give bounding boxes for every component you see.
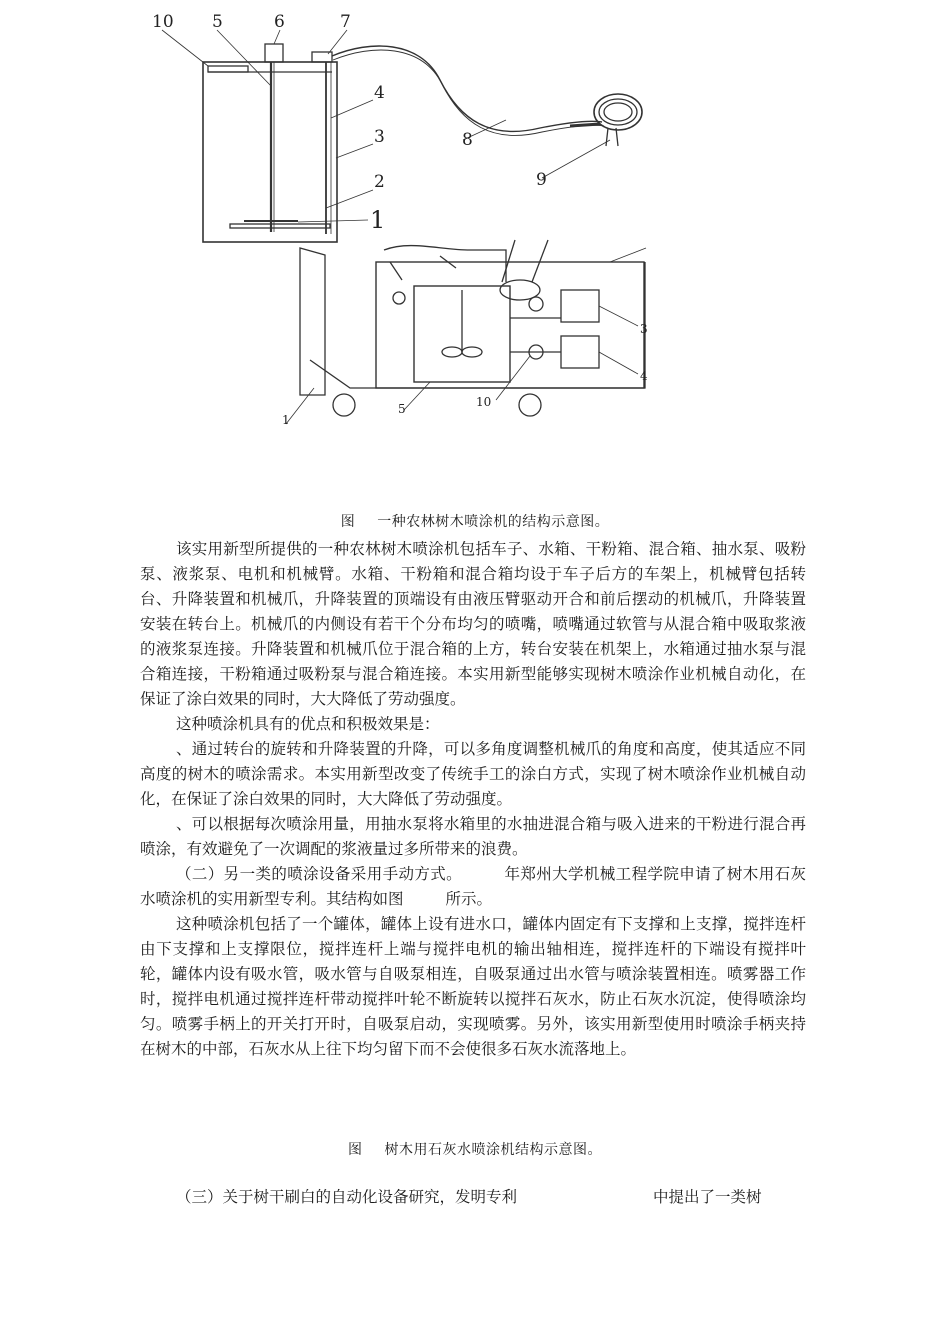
figure1-caption-text: 一种农林树木喷涂机的结构示意图。 — [377, 514, 610, 530]
figure-sprayer-diagrams — [140, 0, 700, 440]
tank-label: 9 — [536, 170, 547, 190]
tank-label: 10 — [152, 12, 174, 32]
tank-label: 5 — [212, 12, 223, 32]
tank-label: 8 — [462, 130, 473, 150]
tank-label: 1 — [370, 206, 386, 234]
cart-labels — [282, 322, 648, 427]
cart-label: 5 — [398, 402, 406, 416]
paragraph-segment: 所示。 — [445, 890, 493, 908]
paragraph: 这种喷涂机具有的优点和积极效果是： — [176, 715, 440, 733]
figure1-caption — [0, 511, 950, 531]
cart-label: 4 — [640, 369, 648, 383]
paragraph — [140, 1185, 806, 1210]
paragraph: 、可以根据每次喷涂用量，用抽水泵将水箱里的水抽进混合箱与吸入进来的干粉进行混合再喷涂，有效避免了一次调配的浆液量过多所带来的浪费。 — [140, 815, 806, 858]
tank-label: 2 — [374, 172, 385, 192]
figure2-caption — [0, 1139, 950, 1159]
tank-labels — [152, 12, 547, 234]
figure2-caption-prefix: 图 — [348, 1142, 363, 1158]
paragraph: 该实用新型所提供的一种农林树木喷涂机包括车子、水箱、干粉箱、混合箱、抽水泵、吸粉泵、液浆泵、电机和机械臂。水箱、干粉箱和混合箱均设于车子后方的车架上，机械臂包括转台、升降装置和机械爪，升降装置的顶端设有由液压臂驱动开合和前后摆动的机械爪，升降装置安装在转台上。机械爪的内侧设有若干个分布均匀的喷嘴，喷嘴通过软管与从混合箱中吸取浆液的液浆泵连接。升降装置和机械爪位于混合箱的上方，转台安装在机架上，水箱通过抽水泵与混合箱连接，干粉箱通过吸粉泵与混合箱连接。本实用新型能够实现树木喷涂作业机械自动化，在保证了涂白效果的同时，大大降低了劳动强度。 — [140, 540, 806, 708]
body-text-main — [140, 537, 806, 1062]
paragraph-segment: （三）关于树干刷白的自动化设备研究，发明专利 — [176, 1188, 518, 1206]
body-text-tail — [140, 1185, 806, 1210]
cart-label: 1 — [282, 413, 290, 427]
cart-label: 10 — [476, 395, 492, 409]
cart-label: 3 — [640, 322, 648, 336]
paragraph-segment: （二）另一类的喷涂设备采用手动方式。 — [176, 865, 463, 883]
tank-label: 3 — [374, 127, 385, 147]
paragraph: 这种喷涂机包括了一个罐体，罐体上设有进水口，罐体内固定有下支撑和上支撑，搅拌连杆由下支撑和上支撑限位，搅拌连杆上端与搅拌电机的输出轴相连，搅拌连杆的下端设有搅拌叶轮，罐体内设有吸水管，吸水管与自吸泵相连，自吸泵通过出水管与喷涂装置相连。喷雾器工作时，搅拌电机通过搅拌连杆带动搅拌叶轮不断旋转以搅拌石灰水，防止石灰水沉淀，使得喷涂均匀。喷雾手柄上的开关打开时，自吸泵启动，实现喷雾。另外，该实用新型使用时喷涂手柄夹持在树木的中部，石灰水从上往下均匀留下而不会使很多石灰水流落地上。 — [140, 915, 806, 1058]
figure2-caption-text: 树木用石灰水喷涂机结构示意图。 — [384, 1142, 602, 1158]
paragraph-segment: 中提出了一类树 — [653, 1188, 762, 1206]
tank-label: 7 — [340, 12, 351, 32]
tank-label: 6 — [274, 12, 285, 32]
sprayer-line-drawing — [140, 0, 700, 440]
cart-diagram — [286, 240, 646, 424]
tank-label: 4 — [374, 83, 385, 103]
paragraph-segment: 年郑州大学机械工程学院申请了树木用石灰水喷涂机的实用新型专利。其结构如图 — [140, 865, 806, 908]
paragraph: 、通过转台的旋转和升降装置的升降，可以多角度调整机械爪的角度和高度，使其适应不同高度的树木的喷涂需求。本实用新型改变了传统手工的涂白方式，实现了树木喷涂作业机械自动化，在保证了涂白效果的同时，大大降低了劳动强度。 — [140, 740, 806, 808]
tank-diagram — [162, 30, 642, 242]
paragraph — [140, 862, 806, 912]
figure1-caption-prefix: 图 — [340, 514, 356, 530]
